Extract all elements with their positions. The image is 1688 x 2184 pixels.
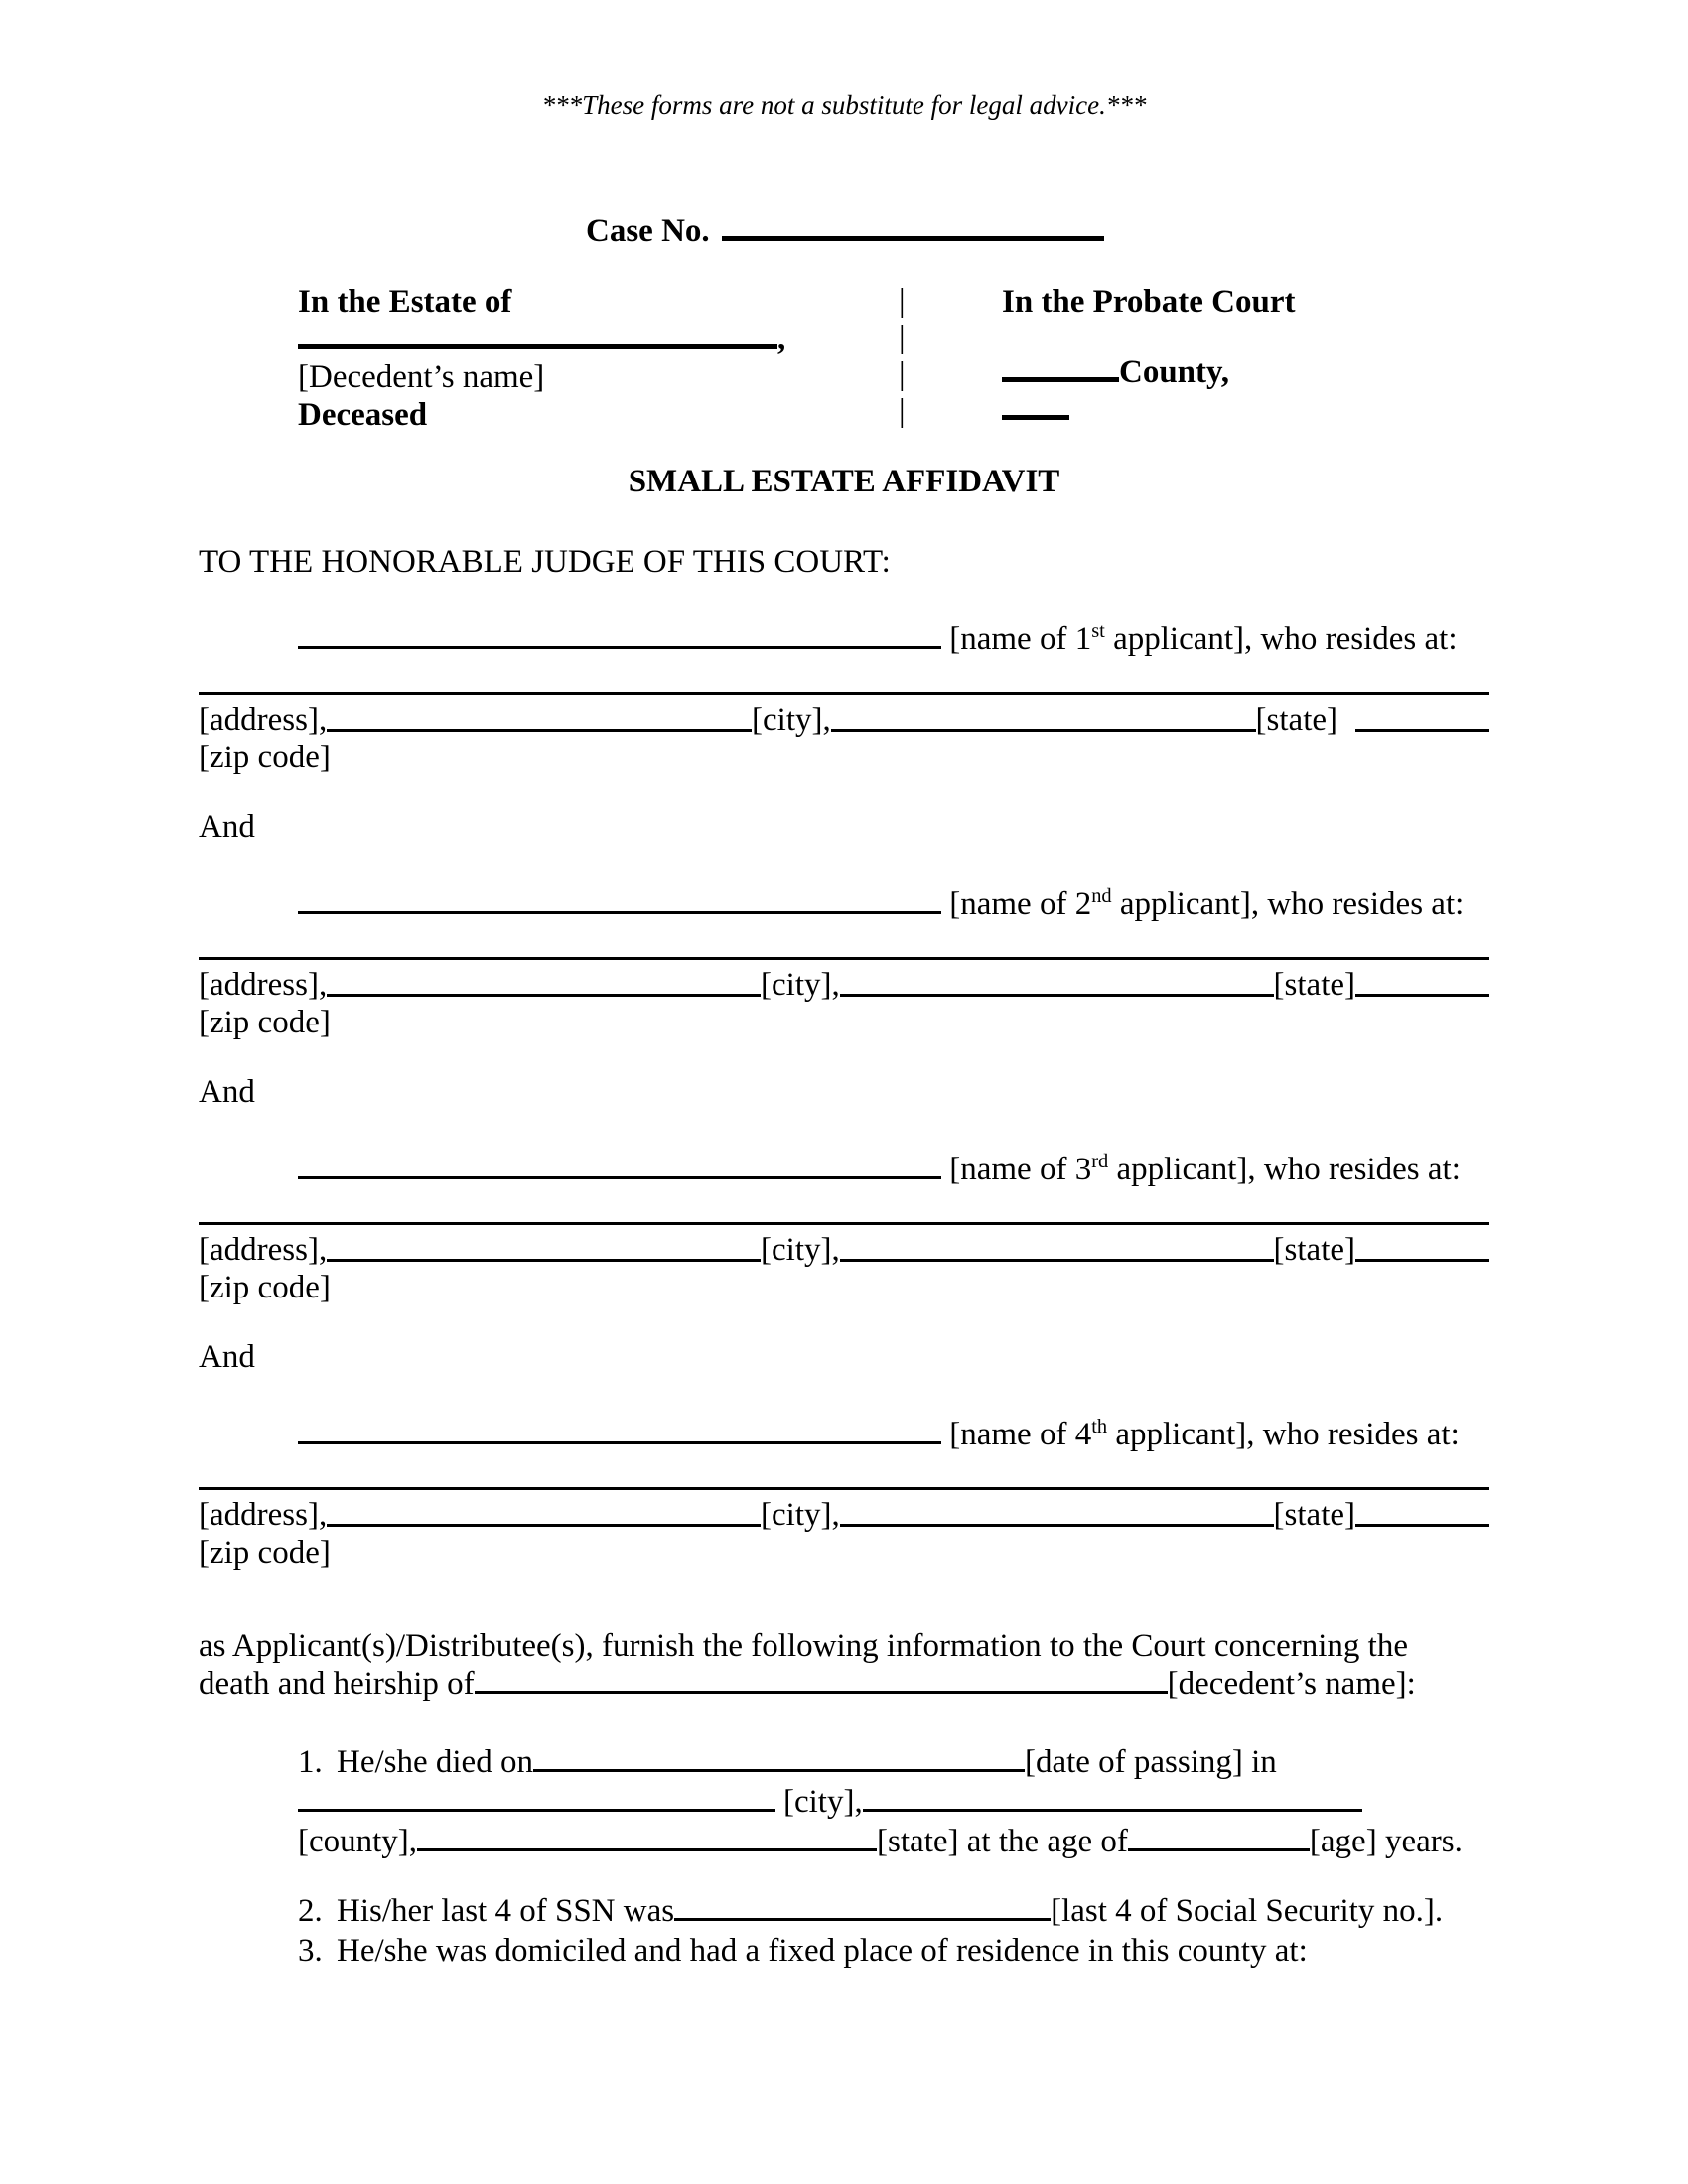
- address-label: [address],: [199, 967, 328, 1003]
- applicant-2-address-row: [199, 957, 1489, 1041]
- item-2-number: 2.: [298, 1893, 323, 1929]
- decedent-name-blank[interactable]: [298, 344, 777, 349]
- state-label: [state]: [1273, 1232, 1355, 1268]
- list-item-1: [298, 1742, 1489, 1861]
- caption-left-column: [199, 283, 899, 434]
- state-short-row: [1002, 391, 1489, 429]
- item-1-number: 1.: [298, 1744, 323, 1780]
- ordinal-suffix: rd: [1091, 1151, 1109, 1172]
- applicant-1-city-blank[interactable]: [831, 729, 1256, 732]
- state-short-blank[interactable]: [1002, 415, 1069, 420]
- pipe-glyph: |: [899, 356, 906, 392]
- applicant-1-name-blank[interactable]: [298, 646, 941, 649]
- ssn-label: His/her last 4 of SSN was: [337, 1893, 675, 1929]
- ssn-suffix-label: [last 4 of Social Security no.].: [1051, 1893, 1444, 1929]
- applicant-2-name-label: [name of 2nd applicant], who resides at:: [949, 886, 1465, 922]
- ordinal-suffix: nd: [1091, 886, 1112, 907]
- address-label: [address],: [199, 1497, 328, 1533]
- died-on-label: He/she died on: [337, 1744, 533, 1780]
- death-county-label: [county],: [298, 1824, 418, 1859]
- applicant-2-name-blank[interactable]: [298, 911, 941, 914]
- decedent-name-suffix-label: [decedent’s name]:: [1167, 1666, 1416, 1702]
- pipe-glyph: |: [899, 320, 906, 355]
- item-3-number: 3.: [298, 1933, 323, 1969]
- pipe-glyph: |: [899, 393, 906, 429]
- applicant-1-name-row: [298, 620, 1489, 658]
- county-row: [1002, 353, 1489, 391]
- applicant-3-name-row: [298, 1151, 1489, 1188]
- and-separator: And: [199, 1339, 255, 1375]
- city-label: [city],: [752, 702, 831, 738]
- case-no-row: [199, 211, 1489, 251]
- disclaimer-note: ***These forms are not a substitute for legal advice.***: [541, 90, 1147, 120]
- case-no-blank[interactable]: [722, 236, 1104, 241]
- caption-divider: [899, 283, 911, 434]
- ordinal-suffix: st: [1091, 620, 1105, 642]
- applicant-3-address-blank[interactable]: [327, 1259, 761, 1262]
- address-label: [address],: [199, 702, 328, 738]
- intro-paragraph: [199, 1627, 1489, 1703]
- item-1-line-2: [298, 1782, 1489, 1822]
- decedent-name-row: [298, 321, 899, 358]
- state-label: [state]: [1255, 702, 1337, 738]
- comma-after-blank: ,: [777, 322, 786, 357]
- applicant-1-state-blank[interactable]: [1355, 729, 1489, 732]
- applicant-2-name-row: [298, 886, 1489, 923]
- ssn-last4-blank[interactable]: [674, 1918, 1051, 1921]
- form-title: SMALL ESTATE AFFIDAVIT: [628, 464, 1060, 499]
- applicant-4-name-label: [name of 4th applicant], who resides at:: [949, 1416, 1460, 1452]
- applicant-3-state-blank[interactable]: [1355, 1259, 1489, 1262]
- decedent-name-placeholder: [Decedent’s name]: [298, 359, 545, 395]
- heirship-label: death and heirship of: [199, 1666, 475, 1702]
- applicant-1-address-row: [199, 692, 1489, 776]
- domicile-label: He/she was domiciled and had a fixed place of residence in this county at:: [337, 1933, 1308, 1969]
- applicant-1-block: [199, 620, 1489, 776]
- state-label: [state]: [1273, 967, 1355, 1003]
- intro-line-2: [199, 1665, 1489, 1703]
- applicant-4-address-blank[interactable]: [327, 1524, 761, 1527]
- applicant-3-name-label: [name of 3rd applicant], who resides at:: [949, 1151, 1461, 1187]
- applicant-4-address-line: [199, 1496, 1489, 1534]
- death-city-label: [city],: [783, 1784, 863, 1820]
- applicant-4-name-row: [298, 1416, 1489, 1453]
- county-label: County,: [1119, 354, 1229, 390]
- city-label: [city],: [761, 967, 840, 1003]
- zip-code-label: [zip code]: [199, 1005, 331, 1040]
- applicant-2-state-blank[interactable]: [1355, 994, 1489, 997]
- applicant-2-city-blank[interactable]: [840, 994, 1274, 997]
- list-item-2: [298, 1891, 1489, 1931]
- case-no-label: Case No.: [586, 213, 710, 249]
- date-of-passing-label: [date of passing] in: [1024, 1744, 1277, 1780]
- address-label: [address],: [199, 1232, 328, 1268]
- applicant-2-address-line: [199, 966, 1489, 1004]
- death-state-blank[interactable]: [417, 1848, 877, 1851]
- city-label: [city],: [761, 1497, 840, 1533]
- applicant-4-address-row: [199, 1487, 1489, 1571]
- applicant-2-address-blank[interactable]: [327, 994, 761, 997]
- salutation: TO THE HONORABLE JUDGE OF THIS COURT:: [199, 544, 891, 580]
- applicant-4-name-blank[interactable]: [298, 1441, 941, 1444]
- applicant-3-address-line: [199, 1231, 1489, 1269]
- zip-code-label: [zip code]: [199, 1535, 331, 1570]
- pipe-glyph: |: [899, 283, 906, 319]
- applicant-1-address-line: [199, 701, 1489, 739]
- applicant-2-block: [199, 886, 1489, 1041]
- item-1-line-1: [298, 1742, 1489, 1782]
- ordinal-suffix: th: [1091, 1416, 1108, 1437]
- applicant-3-address-row: [199, 1222, 1489, 1306]
- zip-code-label: [zip code]: [199, 740, 331, 775]
- probate-court-label: In the Probate Court: [1002, 284, 1296, 320]
- caption-header: [199, 283, 1489, 434]
- applicant-3-block: [199, 1151, 1489, 1306]
- death-city-blank[interactable]: [298, 1809, 775, 1812]
- applicant-1-name-label: [name of 1st applicant], who resides at:: [949, 620, 1458, 657]
- died-on-date-blank[interactable]: [533, 1769, 1025, 1772]
- death-state-age-label: [state] at the age of: [877, 1824, 1128, 1859]
- applicant-3-name-blank[interactable]: [298, 1176, 941, 1179]
- and-separator: And: [199, 809, 255, 845]
- applicant-4-block: [199, 1416, 1489, 1571]
- applicant-4-city-blank[interactable]: [840, 1524, 1274, 1527]
- caption-right-column: [911, 283, 1489, 434]
- applicant-4-state-blank[interactable]: [1355, 1524, 1489, 1527]
- city-label: [city],: [761, 1232, 840, 1268]
- estate-of-label: In the Estate of: [298, 284, 512, 320]
- death-county-blank[interactable]: [863, 1809, 1362, 1812]
- death-age-blank[interactable]: [1128, 1848, 1310, 1851]
- and-separator: And: [199, 1074, 255, 1110]
- heirship-decedent-name-blank[interactable]: [475, 1691, 1168, 1694]
- list-item-3: [298, 1931, 1489, 1971]
- item-1-line-3: [298, 1822, 1489, 1861]
- deceased-label: Deceased: [298, 397, 428, 433]
- applicant-3-city-blank[interactable]: [840, 1259, 1274, 1262]
- zip-code-label: [zip code]: [199, 1270, 331, 1305]
- intro-line-1: as Applicant(s)/Distributee(s), furnish the following information to the Court concerning the: [199, 1628, 1408, 1664]
- age-years-label: [age] years.: [1309, 1824, 1463, 1859]
- state-label: [state]: [1273, 1497, 1355, 1533]
- county-name-blank[interactable]: [1002, 377, 1119, 382]
- applicant-1-address-blank[interactable]: [327, 729, 752, 732]
